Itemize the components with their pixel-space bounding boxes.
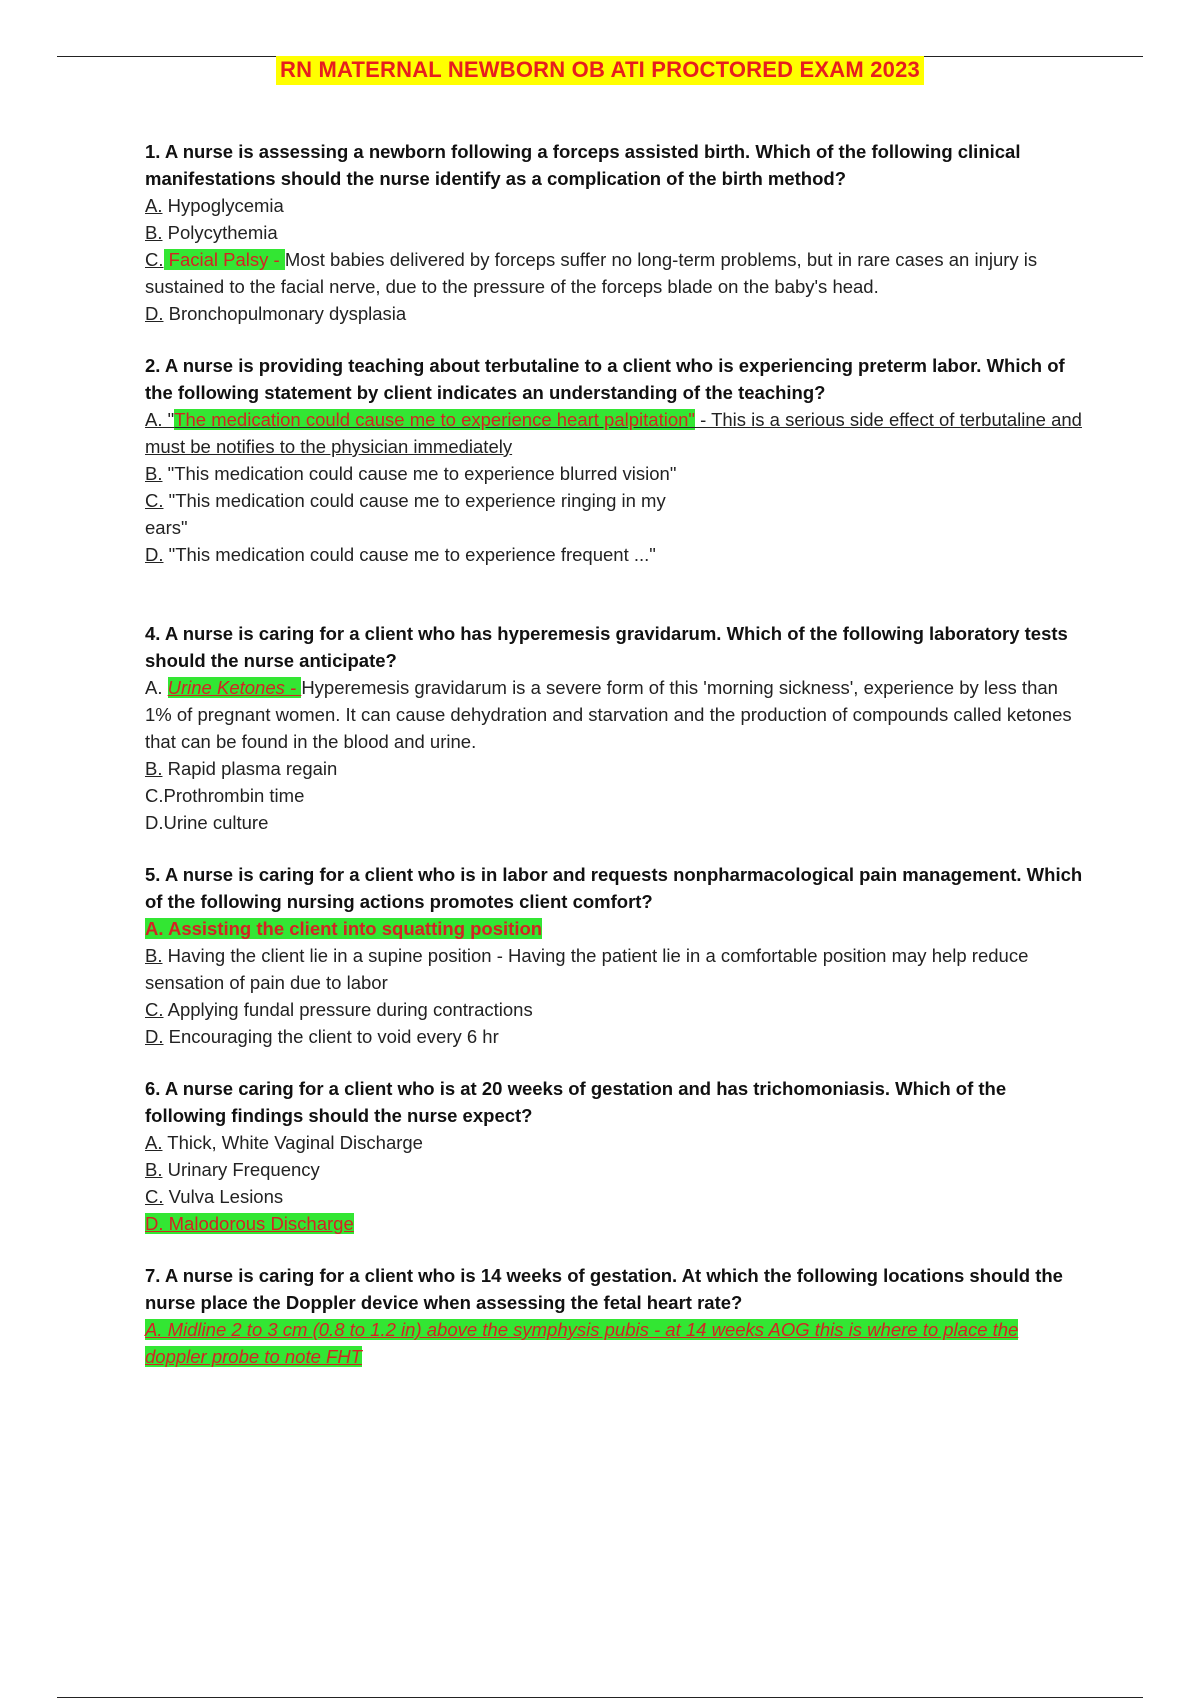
rationale: Hyperemesis gravidarum is a severe form of this 'morning sickness', experience by less than 1% of pregnant women. It can cause dehydration and starvation and the production of compounds called ketones that can be found in the blood and urine. <box>145 677 1072 752</box>
option-d-answer <box>145 1210 1085 1237</box>
exam-content <box>145 138 1085 1395</box>
option-a-answer <box>145 1316 1085 1370</box>
option-c: C.Prothrombin time <box>145 785 305 806</box>
document-title: RN MATERNAL NEWBORN OB ATI PROCTORED EXAM 2023 <box>0 56 1200 85</box>
question-stem: 1. A nurse is assessing a newborn following a forceps assisted birth. Which of the following clinical manifestations should the nurse identify as a complication of the birth method? <box>145 141 1021 189</box>
option-c-answer: C. Facial Palsy - Most babies delivered by forceps suffer no long-term problems, but in rare cases an injury is sustained to the facial nerve, due to the pressure of the forceps blade on the baby's head. <box>145 249 1038 297</box>
question-stem: 2. A nurse is providing teaching about terbutaline to a client who is experiencing preterm labor. Which of the following statement by client indicates an understanding of the teaching? <box>145 355 1065 403</box>
option-b: B. Urinary Frequency <box>145 1159 320 1180</box>
question-stem: 7. A nurse is caring for a client who is 14 weeks of gestation. At which the following locations should the nurse place the Doppler device when assessing the fetal heart rate? <box>145 1265 1063 1313</box>
question-2 <box>145 352 1085 568</box>
option-a-answer: A. Urine Ketones - Hyperemesis gravidarum is a severe form of this 'morning sickness', experience by less than 1% of pregnant women. It can cause dehydration and starvation and the production of compounds called ketones that can be found in the blood and urine. <box>145 677 1072 752</box>
option-d: D. Bronchopulmonary dysplasia <box>145 303 407 324</box>
answer-highlight: Facial Palsy - <box>163 249 285 270</box>
option-d: D.Urine culture <box>145 812 269 833</box>
option-c: C. "This medication could cause me to experience ringing in my ears" <box>145 490 666 538</box>
rationale: Most babies delivered by forceps suffer no long-term problems, but in rare cases an injury is sustained to the facial nerve, due to the pressure of the forceps blade on the baby's head. <box>145 249 1038 297</box>
question-stem: 6. A nurse caring for a client who is at 20 weeks of gestation and has trichomoniasis. Which of the following findings should the nurse expect? <box>145 1078 1007 1126</box>
option-d: D. "This medication could cause me to experience frequent ..." <box>145 544 656 565</box>
option-a: A. Thick, White Vaginal Discharge <box>145 1132 423 1153</box>
option-b: B. Having the client lie in a supine position - Having the patient lie in a comfortable position may help reduce sensation of pain due to labor <box>145 945 1029 993</box>
question-4 <box>145 620 1085 836</box>
option-a-answer <box>145 915 1085 942</box>
question-7 <box>145 1262 1085 1370</box>
option-c: C. Vulva Lesions <box>145 1186 284 1207</box>
option-b: B. Rapid plasma regain <box>145 758 338 779</box>
option-d: D. Encouraging the client to void every 6 hr <box>145 1026 499 1047</box>
option-a-answer: A. "The medication could cause me to experience heart palpitation" - This is a serious side effect of terbutaline and must be notifies to the physician immediately <box>145 409 1082 457</box>
option-b: B. Polycythemia <box>145 222 278 243</box>
option-b: B. "This medication could cause me to experience blurred vision" <box>145 463 677 484</box>
question-1 <box>145 138 1085 327</box>
option-c: C. Applying fundal pressure during contractions <box>145 999 533 1020</box>
option-a: A. Hypoglycemia <box>145 195 284 216</box>
bottom-rule <box>57 1697 1143 1698</box>
question-stem: 4. A nurse is caring for a client who has hyperemesis gravidarum. Which of the following laboratory tests should the nurse anticipate? <box>145 623 1068 671</box>
answer-highlight: D. Malodorous Discharge <box>145 1213 354 1234</box>
answer-highlight: Urine Ketones - <box>167 677 302 698</box>
answer-highlight: The medication could cause me to experience heart palpitation" <box>174 409 695 430</box>
question-5 <box>145 861 1085 1050</box>
answer-highlight: A. Midline 2 to 3 cm (0.8 to 1.2 in) above the symphysis pubis - at 14 weeks AOG this is where to place the doppler probe to note FHT <box>145 1319 1019 1367</box>
rationale: - This is a serious side effect of terbutaline and must be notifies to the physician immediately <box>145 409 1082 457</box>
question-stem: 5. A nurse is caring for a client who is in labor and requests nonpharmacological pain management. Which of the following nursing actions promotes client comfort? <box>145 864 1083 912</box>
answer-highlight: A. Assisting the client into squatting position <box>145 918 543 939</box>
question-6 <box>145 1075 1085 1237</box>
